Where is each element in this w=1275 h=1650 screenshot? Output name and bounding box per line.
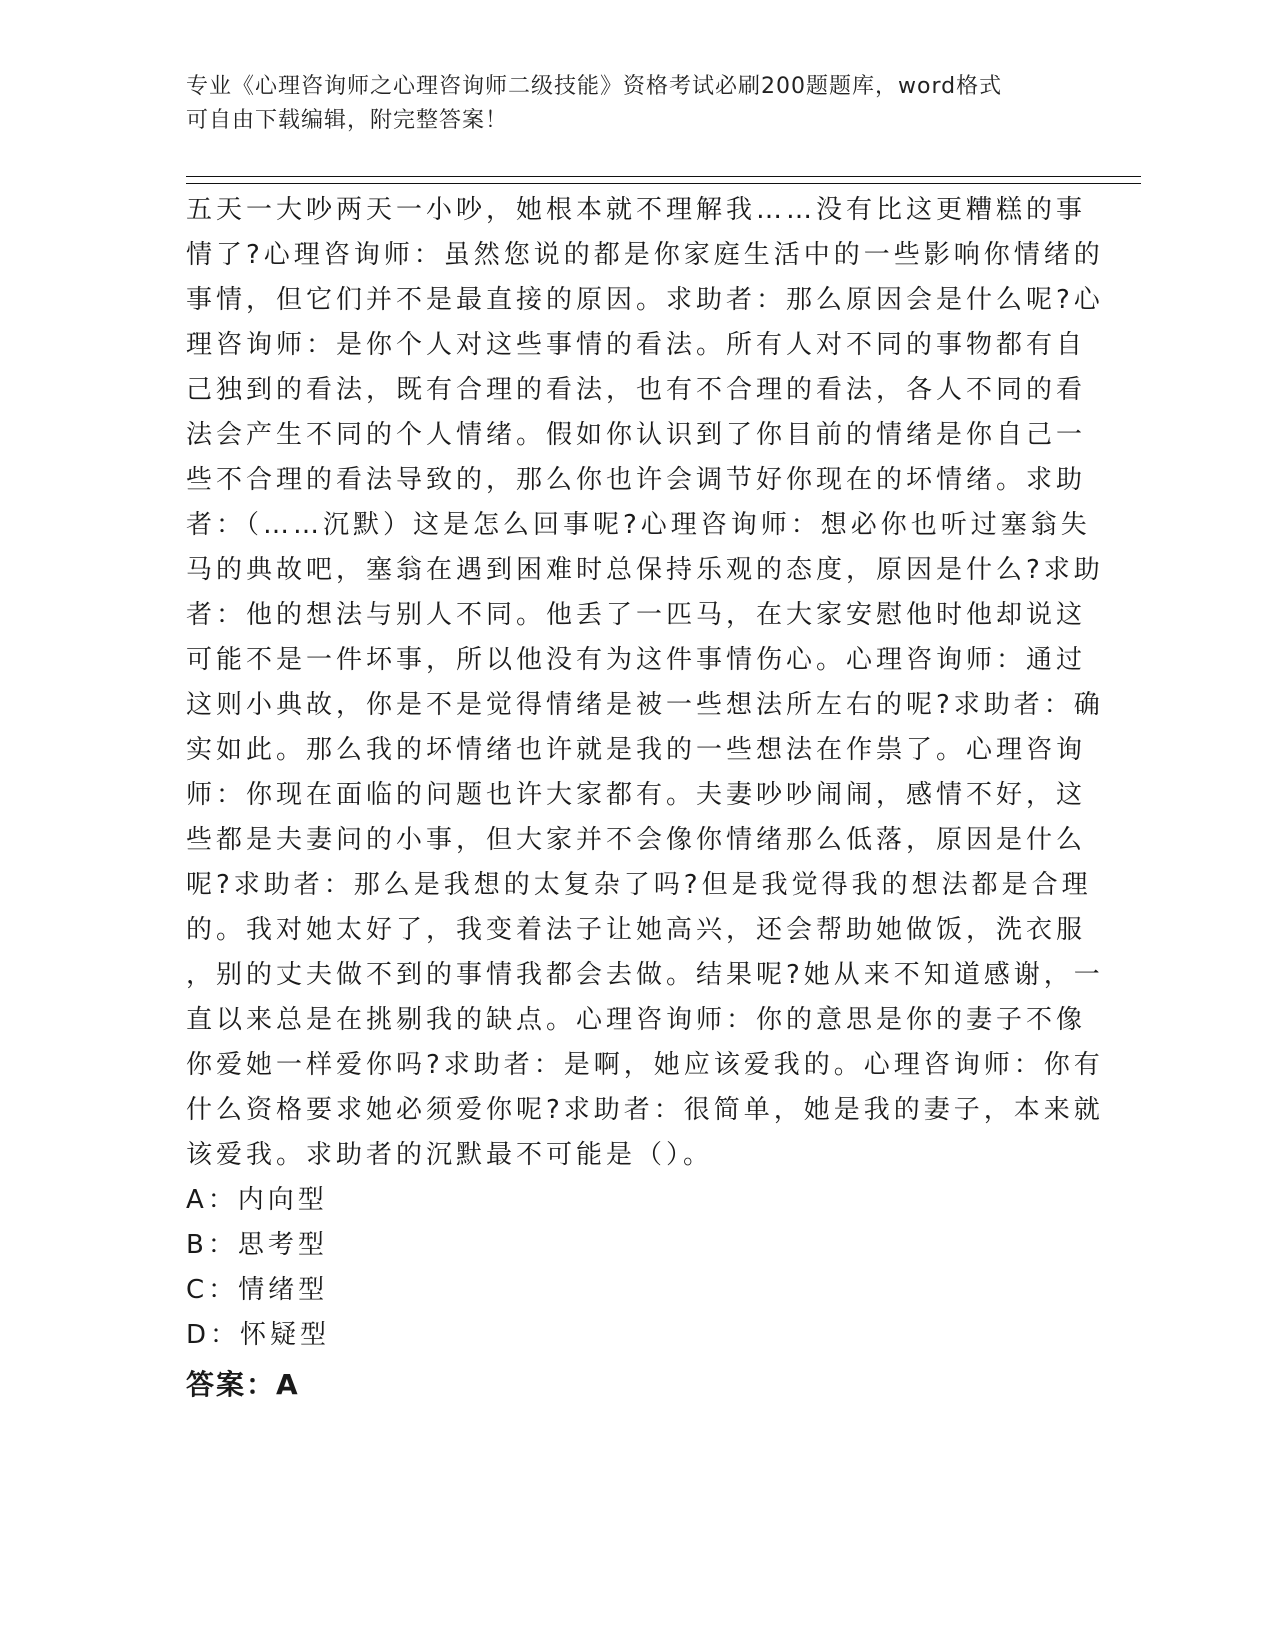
question-line: 这则小典故，你是不是觉得情绪是被一些想法所左右的呢?求助者：确 [186,690,1104,720]
question-line: 的。我对她太好了，我变着法子让她高兴，还会帮助她做饭，洗衣服 [186,915,1087,945]
question-line: 马的典故吧，塞翁在遇到困难时总保持乐观的态度，原因是什么?求助 [186,555,1104,585]
question-line: 师：你现在面临的问题也许大家都有。夫妻吵吵闹闹，感情不好，这 [186,780,1087,810]
question-line: 你爱她一样爱你吗?求助者：是啊，她应该爱我的。心理咨询师：你有 [186,1050,1104,1080]
answer-key: 答案：A [186,1368,300,1401]
question-line: 可能不是一件坏事，所以他没有为这件事情伤心。心理咨询师：通过 [186,645,1087,675]
question-line: 理咨询师：是你个人对这些事情的看法。所有人对不同的事物都有自 [186,330,1087,360]
answer-options [186,1178,1196,1358]
header-divider-top [186,176,1141,177]
question-line: 直以来总是在挑剔我的缺点。心理咨询师：你的意思是你的妻子不像 [186,1005,1087,1035]
question-line: 法会产生不同的个人情绪。假如你认识到了你目前的情绪是你自己一 [186,420,1087,450]
header-divider-bottom [186,183,1141,184]
question-line: 些都是夫妻问的小事，但大家并不会像你情绪那么低落，原因是什么 [186,825,1087,855]
question-line: 己独到的看法，既有合理的看法，也有不合理的看法，各人不同的看 [186,375,1087,405]
header-line-1: 专业《心理咨询师之心理咨询师二级技能》资格考试必刷200题题库，word格式 [186,74,1003,99]
option-b: B：思考型 [186,1230,328,1260]
question-line: ，别的丈夫做不到的事情我都会去做。结果呢?她从来不知道感谢，一 [186,960,1104,990]
document-header [186,70,1066,138]
option-a: A：内向型 [186,1185,328,1215]
question-line: 实如此。那么我的坏情绪也许就是我的一些想法在作祟了。心理咨询 [186,735,1087,765]
question-line: 者：他的想法与别人不同。他丢了一匹马，在大家安慰他时他却说这 [186,600,1087,630]
question-text [186,188,1196,1178]
question-line: 情了?心理咨询师：虽然您说的都是你家庭生活中的一些影响你情绪的 [186,240,1104,270]
option-d: D：怀疑型 [186,1320,331,1350]
option-c: C：情绪型 [186,1275,329,1305]
question-line: 呢?求助者：那么是我想的太复杂了吗?但是我觉得我的想法都是合理 [186,870,1092,900]
question-line: 者：（……沉默）这是怎么回事呢?心理咨询师：想必你也听过塞翁失 [186,510,1091,540]
question-line: 事情，但它们并不是最直接的原因。求助者：那么原因会是什么呢?心 [186,285,1104,315]
question-block [186,188,1196,1407]
question-line: 该爱我。求助者的沉默最不可能是（）。 [186,1140,714,1170]
question-line: 些不合理的看法导致的，那么你也许会调节好你现在的坏情绪。求助 [186,465,1087,495]
question-line: 什么资格要求她必须爱你呢?求助者：很简单，她是我的妻子，本来就 [186,1095,1104,1125]
header-line-2: 可自由下载编辑，附完整答案！ [186,108,509,133]
question-line: 五天一大吵两天一小吵，她根本就不理解我……没有比这更糟糕的事 [186,195,1087,225]
